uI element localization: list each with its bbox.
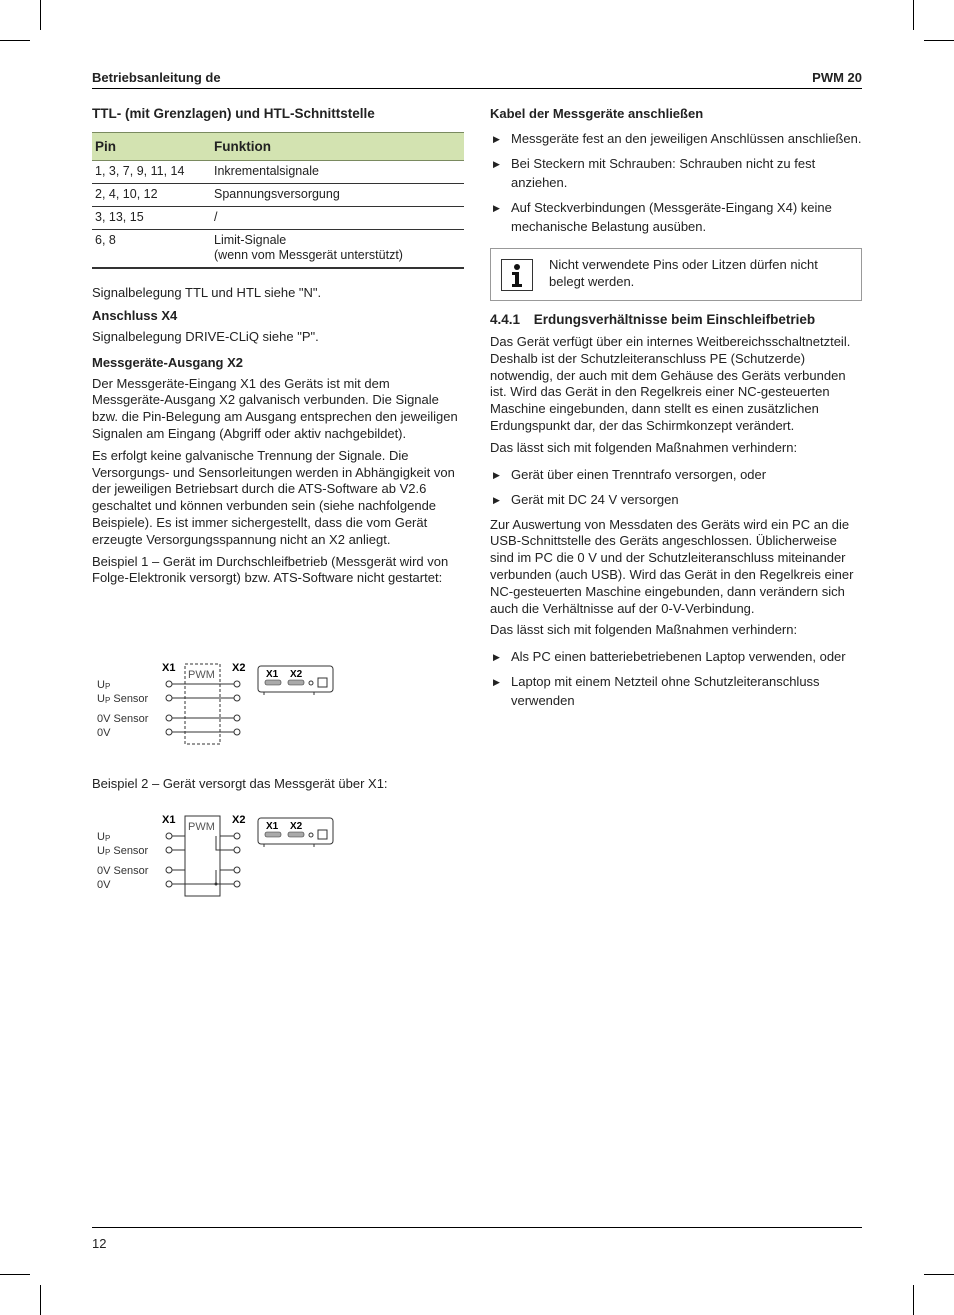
label-up-sensor: UP Sensor	[97, 693, 149, 705]
x2-paragraph-2: Es erfolgt keine galvanische Trennung der Signale. Die Versorgungs- und Sensorleitungen werden in Abhängigkeit von der jeweiligen Betriebsart durch die ATS-Software ab V2.6 geschaltet und können verbunden sein (siehe nachfolgende Beispiele). Es ist immer sichergestellt, dass die vom Gerät erzeugte Versorgungsspannung nicht an X2 anliegt.	[92, 447, 455, 547]
label-0v: 0V	[97, 879, 111, 891]
right-column	[490, 106, 862, 710]
terminal	[166, 695, 172, 701]
terminal	[234, 729, 240, 735]
cell-pin: 2, 4, 10, 12	[92, 184, 211, 207]
wiring-diagram-1	[92, 660, 352, 750]
signal-text: Signalbelegung TTL und HTL siehe "N".	[92, 285, 322, 300]
list-item: ▶ Gerät mit DC 24 V versorgen	[490, 490, 862, 509]
label-x1: X1	[162, 662, 176, 674]
header-title: Betriebsanleitung de	[92, 70, 221, 85]
section-heading	[490, 312, 862, 327]
triangle-right-icon: ▶	[493, 652, 500, 663]
list-item: ▶ Als PC einen batteriebetriebenen Laptop verwenden, oder	[490, 647, 862, 666]
pin-table	[92, 132, 464, 269]
device-label-x1: X1	[266, 821, 279, 832]
example-1-text: Beispiel 1 – Gerät im Durchschleifbetrieb (Messgerät wird von Folge-Elektronik versorgt) bzw. ATS-Software nicht gestartet:	[92, 553, 449, 586]
example-2-text: Beispiel 2 – Gerät versorgt das Messgerät über X1:	[92, 776, 388, 791]
terminal	[234, 847, 240, 853]
footer-rule	[92, 1227, 862, 1228]
triangle-right-icon: ▶	[493, 203, 500, 213]
label-up-sensor: UP Sensor	[97, 845, 149, 857]
cell-function-note: (wenn vom Messgerät unterstützt)	[214, 248, 403, 262]
table-row	[92, 184, 464, 207]
label-x2: X2	[232, 662, 246, 674]
left-column	[92, 106, 464, 891]
table-row	[92, 207, 464, 230]
cell-pin: 1, 3, 7, 9, 11, 14	[92, 161, 211, 184]
crop-mark	[0, 1274, 30, 1275]
terminal	[166, 729, 172, 735]
terminal	[166, 833, 172, 839]
cell-pin: 6, 8	[92, 230, 211, 269]
list-item: ▶ Auf Steckverbindungen (Messgeräte-Eingang X4) keine mechanische Belastung ausüben.	[493, 200, 832, 234]
grounding-paragraph-1: Das Gerät verfügt über ein internes Weitbereichsschaltnetzteil. Deshalb ist der Schutzleiteranschluss PE (Schutzerde) notwendig, der auch mit dem Gehäuse des Geräts verbunden ist. Wird das Gerät in den Regelkreis einer NC-gesteuerten Maschine eingebunden, dann stellt es einen zusätzlichen Erdungspunkt dar, der das Schirmkonzept verändert.	[490, 334, 851, 433]
cell-pin: 3, 13, 15	[92, 207, 211, 230]
section-title: Erdungsverhältnisse beim Einschleifbetrieb	[533, 312, 816, 327]
list-item: ▶ Gerät über einen Trenntrafo versorgen, oder	[490, 465, 862, 484]
cell-function: /	[211, 207, 464, 230]
column-header-pin: Pin	[92, 133, 211, 161]
table-row	[92, 230, 464, 269]
triangle-right-icon: ▶	[493, 494, 500, 505]
triangle-right-icon: ▶	[493, 159, 500, 169]
kabel-list	[490, 129, 862, 236]
cell-function: Spannungsversorgung	[211, 184, 464, 207]
column-header-function: Funktion	[211, 133, 464, 161]
grounding-paragraph-2: Das lässt sich mit folgenden Maßnahmen verhindern:	[490, 439, 798, 455]
label-0v-sensor: 0V Sensor	[97, 713, 149, 725]
heading-kabel: Kabel der Messgeräte anschließen	[490, 106, 704, 121]
header-product: PWM 20	[812, 70, 862, 85]
terminal	[234, 695, 240, 701]
terminal	[166, 715, 172, 721]
crop-mark	[40, 0, 41, 30]
label-0v-sensor: 0V Sensor	[97, 865, 149, 877]
crop-mark	[40, 1285, 41, 1315]
crop-mark	[913, 0, 914, 30]
label-up: UP	[97, 831, 111, 843]
terminal	[234, 833, 240, 839]
terminal	[234, 867, 240, 873]
terminal	[234, 715, 240, 721]
device-icon	[258, 666, 333, 695]
terminal	[234, 881, 240, 887]
label-pwm: PWM	[188, 821, 215, 833]
label-x1: X1	[162, 814, 176, 826]
crop-mark	[924, 1274, 954, 1275]
heading-x2: Messgeräte-Ausgang X2	[92, 354, 243, 370]
measures-list-2	[490, 647, 862, 710]
label-up: UP	[97, 679, 111, 691]
note-text: Nicht verwendete Pins oder Litzen dürfen nicht belegt werden.	[549, 257, 818, 289]
page-number: 12	[92, 1236, 107, 1251]
section-number: 4.4.1	[490, 312, 521, 327]
terminal	[166, 881, 172, 887]
terminal	[166, 681, 172, 687]
heading-x4: Anschluss X4	[92, 307, 178, 323]
device-label-x2: X2	[290, 821, 303, 832]
info-icon	[501, 259, 533, 291]
interface-title: TTL- (mit Grenzlagen) und HTL-Schnittstelle	[92, 106, 375, 121]
info-note	[490, 248, 862, 301]
cell-function	[211, 230, 464, 269]
device-label-x2: X2	[290, 669, 303, 680]
cell-function-line: Limit-Signale	[214, 233, 287, 247]
label-0v: 0V	[97, 727, 111, 739]
label-x2: X2	[232, 814, 246, 826]
list-item: ▶ Laptop mit einem Netzteil ohne Schutzleiteranschluss verwenden	[493, 674, 820, 709]
list-item: ▶ Messgeräte fest an den jeweiligen Anschlüssen anschließen.	[490, 129, 862, 148]
label-pwm: PWM	[188, 669, 215, 681]
crop-mark	[924, 40, 954, 41]
device-icon	[258, 818, 333, 847]
terminal	[166, 847, 172, 853]
list-item: ▶ Bei Steckern mit Schrauben: Schrauben nicht zu fest anziehen.	[493, 156, 816, 190]
table-header-row	[92, 133, 464, 161]
grounding-paragraph-4: Das lässt sich mit folgenden Maßnahmen verhindern:	[490, 622, 798, 638]
triangle-right-icon: ▶	[493, 469, 500, 480]
x2-paragraph-1: Der Messgeräte-Eingang X1 des Geräts ist mit dem Messgeräte-Ausgang X2 galvanisch verbunden. Die Signale bzw. die Pin-Belegung am Ausgang entsprechen den jeweiligen Signalen am Eingang (Abgriff oder aktiv nachgebildet).	[92, 375, 458, 441]
x4-text: Signalbelegung DRIVE-CLiQ siehe "P".	[92, 328, 319, 344]
terminal	[166, 867, 172, 873]
page-header	[92, 68, 862, 89]
wiring-diagram-2	[92, 812, 352, 902]
device-label-x1: X1	[266, 669, 279, 680]
cell-function: Inkrementalsignale	[211, 161, 464, 184]
table-row	[92, 161, 464, 184]
crop-mark	[913, 1285, 914, 1315]
measures-list-1	[490, 465, 862, 509]
crop-mark	[0, 40, 30, 41]
terminal	[234, 681, 240, 687]
grounding-paragraph-3: Zur Auswertung von Messdaten des Geräts wird ein PC an die USB-Schnittstelle des Geräts angeschlossen. Üblicherweise sind im PC die 0 V und der Schutzleiteranschluss miteinander verbunden (auch USB). Wird das Gerät in den Regelkreis einer NC-gesteuerten Maschine eingebunden, dann verändern sich auch die Verhältnisse auf der 0-V-Verbindung.	[490, 516, 854, 616]
triangle-right-icon: ▶	[493, 134, 500, 144]
triangle-right-icon: ▶	[493, 677, 500, 688]
